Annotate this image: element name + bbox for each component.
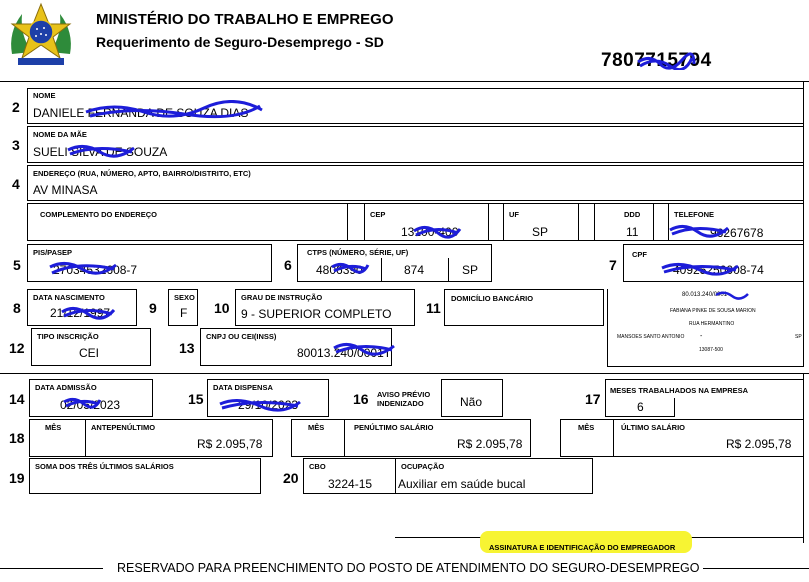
mes-2-label: MÊS	[308, 423, 325, 432]
field-number-11: 11	[426, 300, 441, 316]
field-number-3: 3	[12, 137, 20, 153]
field-number-12: 12	[9, 340, 25, 356]
aviso-field[interactable]: Não	[460, 395, 483, 409]
stamp-cep: 13087-500	[699, 347, 723, 353]
stamp-cnpj: 80.013.240/0001-	[682, 292, 730, 298]
field-number-17: 17	[585, 391, 601, 407]
redaction-scribble	[332, 338, 396, 356]
redaction-scribble	[714, 289, 750, 301]
instrucao-label: GRAU DE INSTRUÇÃO	[241, 293, 323, 302]
redaction-scribble	[60, 302, 116, 320]
field-number-13: 13	[179, 340, 195, 356]
redaction-scribble	[636, 52, 696, 70]
coat-of-arms-icon	[4, 2, 78, 70]
field-number-14: 14	[9, 391, 25, 407]
uf-label: UF	[509, 210, 519, 219]
stamp-name: FABIANA PINKE DE SOUSA MARION	[670, 308, 756, 314]
signature-label: ASSINATURA E IDENTIFICAÇÃO DO EMPREGADOR	[489, 543, 676, 552]
pis-field[interactable]: 27034532608-7	[53, 263, 138, 277]
field-number-4: 4	[12, 176, 20, 192]
cep-label: CEP	[370, 210, 386, 219]
endereco-field[interactable]: AV MINASA	[33, 183, 98, 197]
ddd-field[interactable]: 11	[626, 225, 639, 239]
field-number-7: 7	[609, 257, 617, 273]
mae-label: NOME DA MÃE	[33, 130, 87, 139]
complemento-label: COMPLEMENTO DO ENDEREÇO	[40, 210, 157, 219]
dispensa-label: DATA DISPENSA	[213, 383, 273, 392]
redaction-scribble	[48, 257, 118, 277]
domicilio-label: DOMICÍLIO BANCÁRIO	[451, 294, 534, 303]
antepenultimo-label: ANTEPENÚLTIMO	[91, 423, 156, 432]
field-number-10: 10	[214, 300, 230, 316]
stamp-uf: SP	[795, 334, 802, 340]
ctps-uf-field[interactable]: SP	[462, 263, 479, 277]
instrucao-field[interactable]: 9 - SUPERIOR COMPLETO	[241, 307, 392, 321]
field-number-16: 16	[353, 391, 369, 407]
ddd-label: DDD	[624, 210, 641, 219]
mes-3-label: MÊS	[578, 423, 595, 432]
footer-reserved: RESERVADO PARA PREENCHIMENTO DO POSTO DE ATENDIMENTO DO SEGURO-DESEMPREGO	[117, 561, 700, 575]
uf-field[interactable]: SP	[532, 225, 549, 239]
field-number-18: 18	[9, 430, 25, 446]
admissao-field[interactable]: 02/05/2023	[60, 398, 121, 412]
meses-label: MESES TRABALHADOS NA EMPRESA	[610, 386, 749, 395]
endereco-label: ENDEREÇO (RUA, NÚMERO, APTO, BAIRRO/DISTRITO, ETC)	[33, 169, 251, 178]
nascimento-field[interactable]: 21/12/1997	[50, 306, 111, 320]
penultimo-label: PENÚLTIMO SALÁRIO	[354, 423, 434, 432]
cep-field[interactable]: 13100-400	[401, 225, 459, 239]
field-number-15: 15	[188, 391, 204, 407]
field-number-9: 9	[149, 300, 157, 316]
ocupacao-label: OCUPAÇÃO	[401, 462, 445, 471]
redaction-scribble	[218, 394, 302, 412]
ocupacao-field[interactable]: Auxiliar em saúde bucal	[398, 477, 526, 491]
cbo-label: CBO	[309, 462, 326, 471]
redaction-scribble	[84, 100, 264, 120]
field-number-6: 6	[284, 257, 292, 273]
redaction-scribble	[330, 259, 370, 275]
field-number-5: 5	[13, 257, 21, 273]
field-number-20: 20	[283, 470, 299, 486]
ctps-label: CTPS (NÚMERO, SÉRIE, UF)	[307, 248, 409, 257]
redaction-scribble	[412, 221, 462, 239]
ministry-title: MINISTÉRIO DO TRABALHO E EMPREGO	[96, 11, 394, 28]
stamp-street: RUA HERMANTINO	[689, 321, 735, 327]
inscricao-field[interactable]: CEI	[79, 346, 100, 360]
admissao-label: DATA ADMISSÃO	[35, 383, 97, 392]
field-number-19: 19	[9, 470, 25, 486]
nascimento-label: DATA NASCIMENTO	[33, 293, 105, 302]
redaction-scribble	[668, 220, 730, 238]
telefone-field[interactable]: 96267678	[710, 226, 764, 240]
redaction-scribble	[660, 258, 740, 276]
inscricao-label: TIPO INSCRIÇÃO	[37, 332, 99, 341]
ctps-serie-field[interactable]: 874	[404, 263, 425, 277]
cnpj-label: CNPJ OU CEI(INSS)	[206, 332, 277, 341]
sexo-field[interactable]: F	[180, 306, 188, 320]
form-title: Requerimento de Seguro-Desemprego - SD	[96, 34, 384, 50]
pis-label: PIS/PASEP	[33, 248, 73, 257]
dispensa-field[interactable]: 29/10/2023	[238, 398, 299, 412]
cpf-field[interactable]: 40925250008-74	[673, 263, 764, 277]
penultimo-field[interactable]: R$ 2.095,78	[457, 437, 523, 451]
ultimo-label: ÚLTIMO SALÁRIO	[621, 423, 686, 432]
redaction-scribble	[62, 394, 102, 410]
antepenultimo-field[interactable]: R$ 2.095,78	[197, 437, 263, 451]
mae-field[interactable]: SUELI SILVA DE SOUZA	[33, 145, 168, 159]
form-number: 7807715794	[601, 50, 712, 71]
redaction-scribble	[66, 140, 136, 158]
ctps-numero-field[interactable]: 4806390	[316, 263, 363, 277]
mes-1-label: MÊS	[45, 423, 62, 432]
cnpj-field[interactable]: 80013.240/0001T	[297, 346, 392, 360]
aviso-label: AVISO PRÉVIO INDENIZADO	[377, 390, 431, 408]
stamp-district: MANSOES SANTO ANTONIO	[617, 334, 685, 340]
field-number-8: 8	[13, 300, 21, 316]
nome-field[interactable]: DANIELE FERNANDA DE SOUZA DIAS	[33, 106, 249, 120]
sexo-label: SEXO	[174, 293, 195, 302]
soma-label: SOMA DOS TRÊS ÚLTIMOS SALÁRIOS	[35, 462, 174, 471]
nome-label: NOME	[33, 91, 56, 100]
meses-field[interactable]: 6	[637, 400, 644, 414]
cpf-label: CPF	[632, 250, 647, 259]
telefone-label: TELEFONE	[674, 210, 715, 219]
field-number-2: 2	[12, 99, 20, 115]
ultimo-field[interactable]: R$ 2.095,78	[726, 437, 792, 451]
cbo-field[interactable]: 3224-15	[328, 477, 373, 491]
stamp-dash: -	[700, 333, 703, 340]
